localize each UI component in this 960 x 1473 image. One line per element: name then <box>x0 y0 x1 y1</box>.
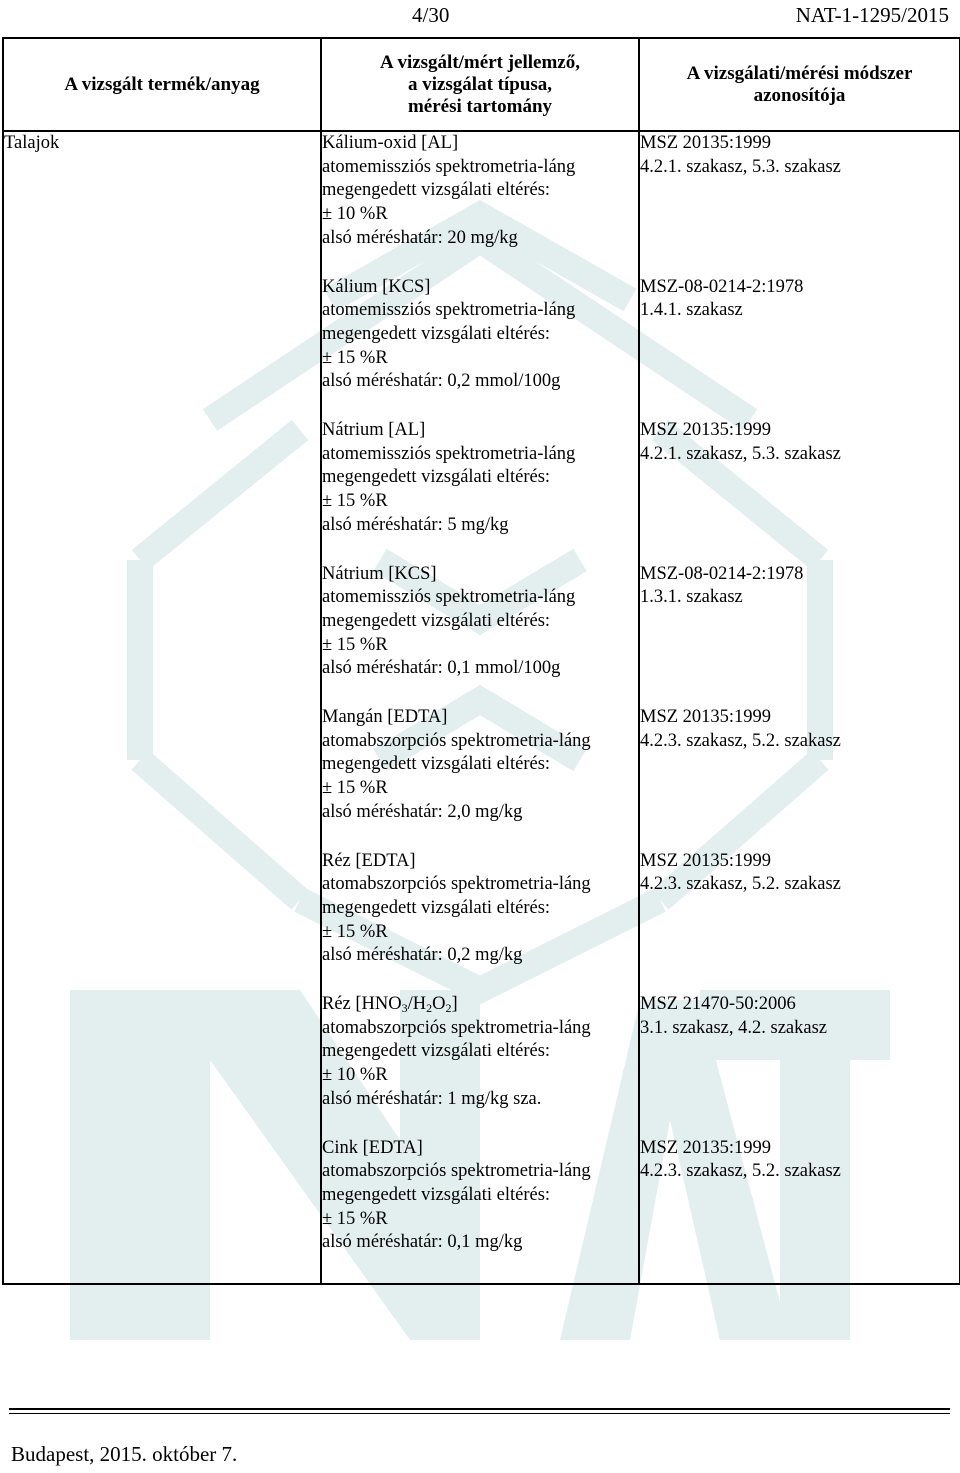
item-technique: atomemissziós spektrometria-láng <box>322 587 576 608</box>
item-name: Kálium-oxid [AL] <box>322 133 459 153</box>
item-limit: alsó méréshatár: 1 mg/kg sza. <box>322 1088 542 1109</box>
item-technique: atomabszorpciós spektrometria-láng <box>322 1161 591 1182</box>
formula-sub-2b: 2 <box>445 1001 452 1015</box>
method-section: 1.4.1. szakasz <box>640 300 743 321</box>
item-technique: atomemissziós spektrometria-láng <box>322 443 576 464</box>
item-tolerance: ± 15 %R <box>322 1208 388 1229</box>
item-technique: atomemissziós spektrometria-láng <box>322 156 576 177</box>
list-item <box>322 850 638 994</box>
item-tolerance: ± 15 %R <box>322 634 388 655</box>
method-section: 3.1. szakasz, 4.2. szakasz <box>640 1017 827 1038</box>
list-item <box>640 706 959 850</box>
method-section: 4.2.1. szakasz, 5.3. szakasz <box>640 156 841 177</box>
method-standard: MSZ-08-0214-2:1978 <box>640 276 804 297</box>
item-tolerance-label: megengedett vizsgálati eltérés: <box>322 1041 551 1062</box>
formula-suffix: ] <box>451 994 458 1014</box>
list-item <box>640 419 959 563</box>
item-tolerance: ± 15 %R <box>322 921 388 942</box>
method-section: 4.2.1. szakasz, 5.3. szakasz <box>640 443 841 464</box>
item-tolerance-label: megengedett vizsgálati eltérés: <box>322 1184 551 1205</box>
item-technique: atomabszorpciós spektrometria-láng <box>322 1017 591 1038</box>
item-limit: alsó méréshatár: 20 mg/kg <box>322 227 518 248</box>
header-method-line1: A vizsgálati/mérési módszer <box>686 62 913 84</box>
list-item <box>640 850 959 994</box>
item-technique: atomabszorpciós spektrometria-láng <box>322 730 591 751</box>
formula-prefix: Réz [HNO <box>322 994 402 1014</box>
item-tolerance-label: megengedett vizsgálati eltérés: <box>322 467 551 488</box>
item-tolerance: ± 10 %R <box>322 204 388 225</box>
page-header <box>0 0 960 30</box>
item-name-formula <box>322 993 638 1017</box>
page-number: 4/30 <box>412 3 450 27</box>
list-item <box>322 276 638 420</box>
item-name: Nátrium [AL] <box>322 420 426 440</box>
item-technique: atomabszorpciós spektrometria-láng <box>322 874 591 895</box>
list-item <box>322 419 638 563</box>
method-standard: MSZ 20135:1999 <box>640 707 772 727</box>
item-limit: alsó méréshatár: 0,2 mg/kg <box>322 945 523 966</box>
item-limit: alsó méréshatár: 5 mg/kg <box>322 514 509 535</box>
item-name: Nátrium [KCS] <box>322 563 437 584</box>
product-name: Talajok <box>4 133 60 153</box>
item-technique: atomemissziós spektrometria-láng <box>322 300 576 321</box>
method-standard: MSZ 21470-50:2006 <box>640 994 796 1014</box>
list-item <box>322 132 638 276</box>
item-name: Réz [EDTA] <box>322 850 416 871</box>
header-product-label: A vizsgált termék/anyag <box>64 73 260 95</box>
list-item <box>640 1137 959 1281</box>
accreditation-table <box>2 37 960 1285</box>
footer-place-date: Budapest, 2015. október 7. <box>11 1442 238 1466</box>
method-standard: MSZ 20135:1999 <box>640 850 772 871</box>
method-section: 4.2.3. szakasz, 5.2. szakasz <box>640 730 841 751</box>
document-id: NAT-1-1295/2015 <box>795 3 949 27</box>
item-name: Kálium [KCS] <box>322 276 431 297</box>
item-tolerance-label: megengedett vizsgálati eltérés: <box>322 323 551 344</box>
header-characteristic <box>321 38 639 131</box>
method-section: 4.2.3. szakasz, 5.2. szakasz <box>640 1161 841 1182</box>
method-section: 4.2.3. szakasz, 5.2. szakasz <box>640 874 841 895</box>
methods-cell <box>639 131 960 1284</box>
formula-sub-3: 3 <box>401 1001 408 1015</box>
item-name: Cink [EDTA] <box>322 1137 423 1158</box>
list-item <box>322 993 638 1137</box>
formula-sub-2a: 2 <box>426 1001 433 1015</box>
table-row <box>3 131 960 1284</box>
item-limit: alsó méréshatár: 0,1 mmol/100g <box>322 658 561 679</box>
header-product <box>3 38 321 131</box>
method-standard: MSZ 20135:1999 <box>640 420 772 440</box>
list-item <box>640 132 959 276</box>
item-name: Mangán [EDTA] <box>322 707 448 727</box>
method-section: 1.3.1. szakasz <box>640 587 743 608</box>
formula-o: O <box>432 994 446 1014</box>
list-item <box>640 563 959 707</box>
item-tolerance-label: megengedett vizsgálati eltérés: <box>322 610 551 631</box>
item-limit: alsó méréshatár: 0,1 mg/kg <box>322 1232 523 1253</box>
list-item <box>322 706 638 850</box>
item-tolerance: ± 15 %R <box>322 778 388 799</box>
item-tolerance: ± 15 %R <box>322 347 388 368</box>
product-cell <box>3 131 321 1284</box>
formula-mid: /H <box>407 994 427 1014</box>
item-limit: alsó méréshatár: 2,0 mg/kg <box>322 801 523 822</box>
header-characteristic-line1: A vizsgált/mért jellemző, <box>380 51 580 73</box>
item-tolerance-label: megengedett vizsgálati eltérés: <box>322 180 551 201</box>
list-item <box>640 276 959 420</box>
method-standard: MSZ 20135:1999 <box>640 133 772 153</box>
header-method-line2: azonosítója <box>753 84 846 106</box>
table-header-row <box>3 38 960 131</box>
footer-rule-thick <box>9 1408 950 1410</box>
method-standard: MSZ-08-0214-2:1978 <box>640 563 804 584</box>
header-method <box>639 38 960 131</box>
item-tolerance-label: megengedett vizsgálati eltérés: <box>322 754 551 775</box>
header-characteristic-line2: a vizsgálat típusa, <box>407 73 553 95</box>
list-item <box>322 1137 638 1281</box>
header-characteristic-line3: mérési tartomány <box>407 95 553 117</box>
item-tolerance-label: megengedett vizsgálati eltérés: <box>322 897 551 918</box>
item-limit: alsó méréshatár: 0,2 mmol/100g <box>322 371 561 392</box>
item-tolerance: ± 15 %R <box>322 491 388 512</box>
method-standard: MSZ 20135:1999 <box>640 1137 772 1158</box>
footer-rule-thin <box>9 1413 950 1414</box>
characteristics-cell <box>321 131 639 1284</box>
list-item <box>640 993 959 1137</box>
item-tolerance: ± 10 %R <box>322 1065 388 1086</box>
list-item <box>322 563 638 707</box>
